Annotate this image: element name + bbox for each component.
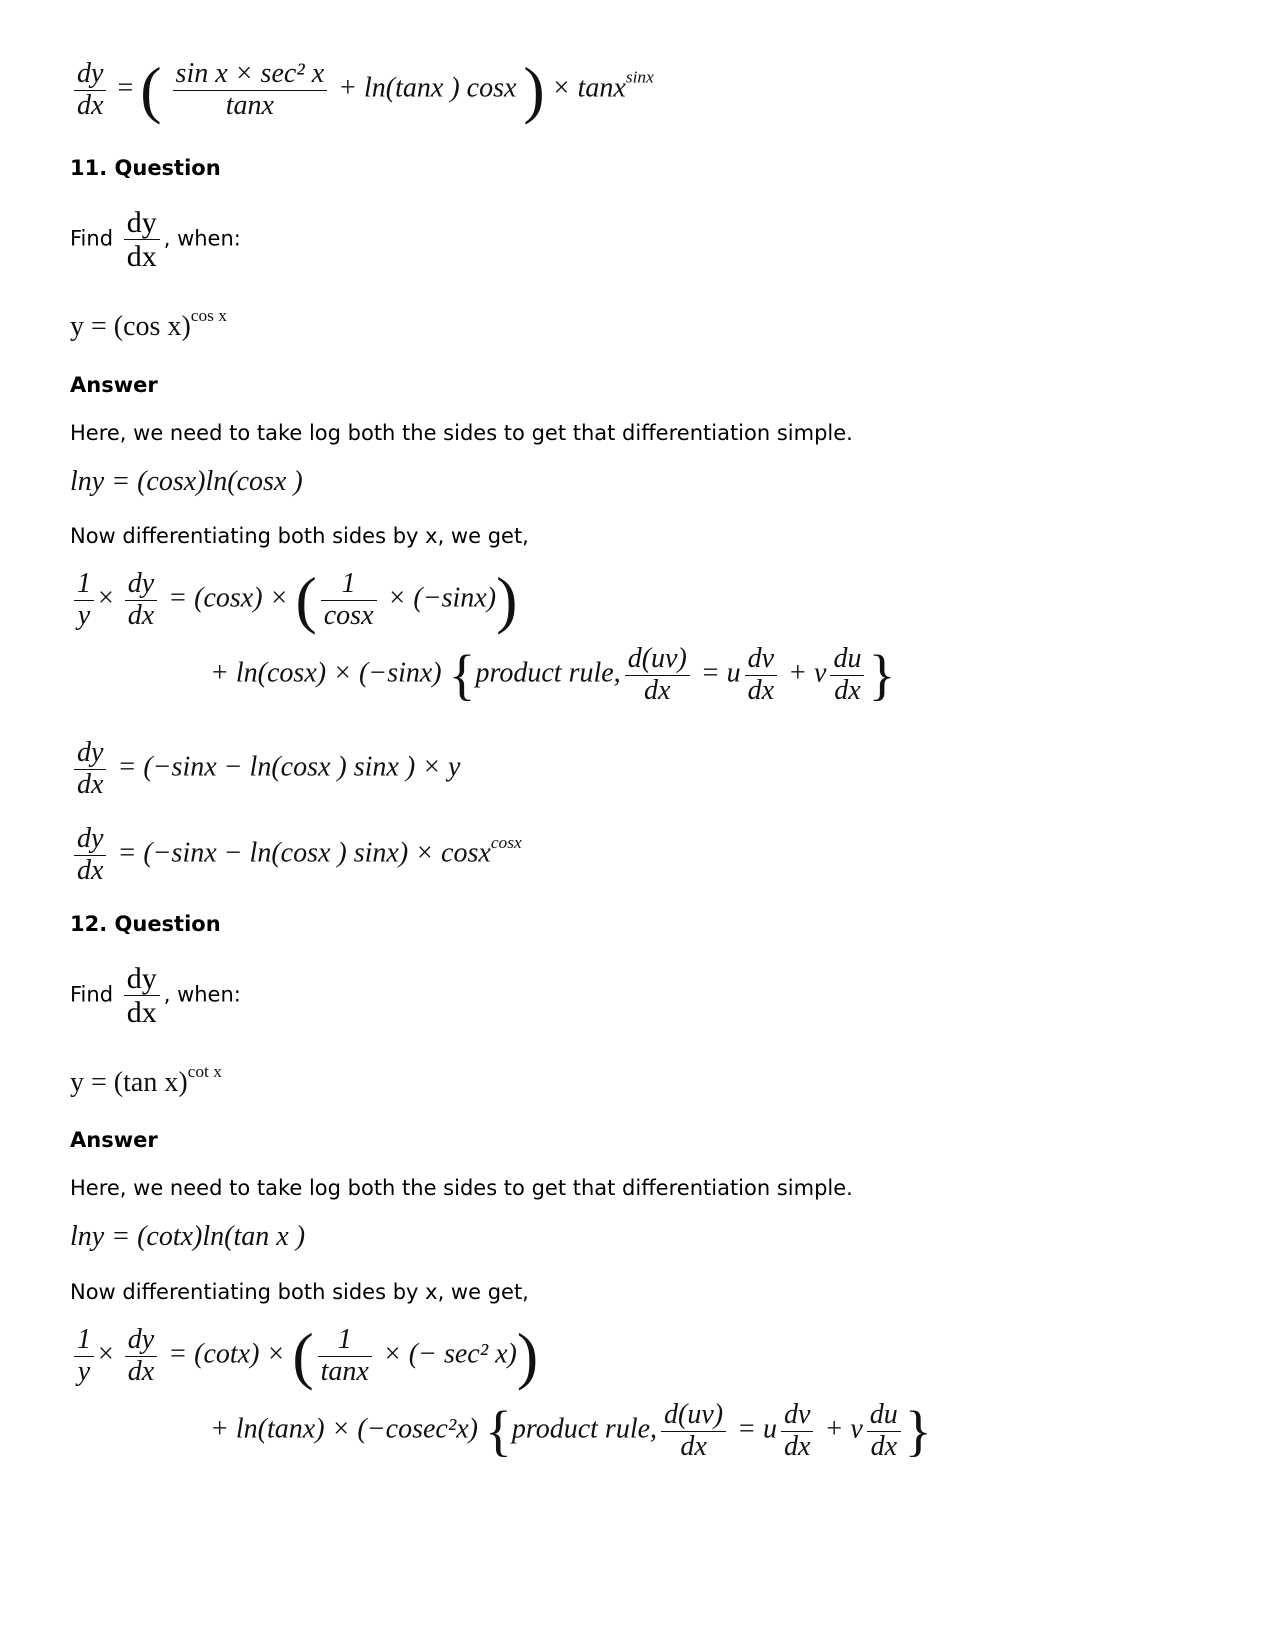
q11-d1-a-den: y xyxy=(77,599,91,631)
q11-d1-a-num: 1 xyxy=(74,569,94,601)
q12-heading: 12. Question xyxy=(70,912,221,936)
q11-result2 xyxy=(70,824,522,887)
q11-find-den: dx xyxy=(126,240,157,273)
q12-text1: Here, we need to take log both the sides to get that differentiation simple. xyxy=(70,1176,853,1200)
q12-rule-dv-den: dx xyxy=(784,1430,811,1462)
q12-given-base: y = (tan x) xyxy=(70,1066,188,1098)
q11-text2: Now differentiating both sides by x, we get, xyxy=(70,524,529,548)
q11-heading: 11. Question xyxy=(70,156,221,180)
q11-rule-num: d(uv) xyxy=(625,644,690,676)
q11-find-num: dy xyxy=(124,206,160,240)
q11-diff-line1: $\frac{1}{y}$ × $\frac{dy}{dx}$ = (cosx) × ( $\frac{1}{\cos x}$ × (−sinx)) xyxy=(70,568,517,632)
q12-given-exp: cot x xyxy=(187,1062,222,1081)
q12-diff-line2: + ln(tanx) × (−cosec²x) {product rule, $\frac{d(uv)}{dx}$ = u $\frac{dv}{dx}$ + v $\frac{du}{dx}$ } xyxy=(210,1399,932,1463)
q12-find-line xyxy=(70,962,241,1029)
q12-rule-du-num: du xyxy=(867,1400,901,1432)
q12-d1-mid: = (cotx) × xyxy=(168,1338,286,1370)
eq-lhs-num: dy xyxy=(74,59,106,91)
eq-times-term: × tanx xyxy=(551,72,626,104)
q12-d1-b-den: dx xyxy=(127,1355,155,1387)
q12-rule-dv-num: dv xyxy=(781,1400,813,1432)
q11-log-eq: lny = (cosx)ln(cosx ) xyxy=(70,466,303,497)
q11-d1-b-den: dx xyxy=(127,599,155,631)
q12-rule-num: d(uv) xyxy=(661,1400,726,1432)
q11-d1-mid: = (cosx) × xyxy=(168,582,289,614)
eq-lhs-den: dx xyxy=(77,89,104,121)
q12-d1-c-num: 1 xyxy=(318,1325,372,1357)
eq-exponent: sinx xyxy=(625,67,654,87)
q11-r2-exp: cosx xyxy=(490,832,522,852)
q12-rule-du-den: dx xyxy=(870,1430,897,1462)
q12-find-post: , when: xyxy=(163,982,241,1007)
q11-rule-plus: + v xyxy=(788,657,827,689)
q12-log-eq: lny = (cotx)ln(tan x ) xyxy=(70,1221,306,1252)
q12-given xyxy=(70,1062,222,1099)
q12-find-num: dy xyxy=(124,962,160,996)
q12-rule-eq: = u xyxy=(737,1413,778,1445)
q11-d1-times: × xyxy=(98,582,114,614)
q11-find-post: , when: xyxy=(163,226,241,251)
q12-d1-tail: × (− sec² x) xyxy=(382,1338,517,1370)
q11-rule-dv-den: dx xyxy=(747,674,775,706)
eq-plus-term: + ln(tanx ) cosx xyxy=(338,72,517,104)
q11-given xyxy=(70,306,227,343)
top-equation: $\frac{dy}{dx}$ = ( sin x × sec² x tanx + ln(tanx ) cosx ) × tanx$^{sinx}$ xyxy=(70,58,654,122)
q11-r1-rhs: = (−sinx − ln(cosx ) sinx ) × y xyxy=(117,751,461,783)
q12-d1-b-num: dy xyxy=(125,1325,157,1357)
q11-text1: Here, we need to take log both the sides to get that differentiation simple. xyxy=(70,421,853,445)
q11-d2-lead: + ln(cosx) × (−sinx) xyxy=(210,657,442,689)
q12-diff-line1: $\frac{1}{y}$ × $\frac{dy}{dx}$ = (cotx) × ( $\frac{1}{\tan x}$ × (− sec² x)) xyxy=(70,1324,538,1388)
q11-r2-num: dy xyxy=(74,824,106,856)
q11-given-exp: cos x xyxy=(190,306,227,325)
q11-answer-label: Answer xyxy=(70,373,158,397)
q12-answer-label: Answer xyxy=(70,1128,158,1152)
q11-result1 xyxy=(70,738,460,801)
q12-rule-den: dx xyxy=(680,1430,707,1462)
eq-frac-num: sin x × sec² x xyxy=(173,59,328,91)
eq-frac-den: tanx xyxy=(225,89,274,121)
q11-rule-du-den: dx xyxy=(834,674,861,706)
q12-d2-lead: + ln(tanx) × (−cosec²x) xyxy=(210,1413,478,1445)
q12-find-den: dx xyxy=(126,996,157,1029)
q12-d1-a-num: 1 xyxy=(74,1325,94,1357)
q11-find-line xyxy=(70,206,241,273)
q11-rule-du-num: du xyxy=(830,644,864,676)
eq-sign: = xyxy=(117,72,134,104)
q12-text2: Now differentiating both sides by x, we get, xyxy=(70,1280,529,1304)
q11-diff-line2: + ln(cosx) × (−sinx) {product rule, $\frac{d(uv)}{dx}$ = u $\frac{dv}{dx}$ + v $\frac{du}{dx}$ } xyxy=(210,643,896,707)
q12-rule-plus: + v xyxy=(824,1413,863,1445)
q11-r2-den: dx xyxy=(77,854,104,886)
q11-r2-rhs: = (−sinx − ln(cosx ) sinx) × cosx xyxy=(117,837,491,869)
q12-d1-a-den: y xyxy=(77,1355,91,1387)
q11-rule-eq: = u xyxy=(700,657,741,689)
q11-rule-text: product rule, xyxy=(475,657,621,689)
q11-d1-c-den: cosx xyxy=(323,599,374,631)
q11-given-base: y = (cos x) xyxy=(70,310,191,342)
q12-find-pre: Find xyxy=(70,982,114,1007)
q12-d1-c-den: tanx xyxy=(320,1355,369,1387)
q11-rule-den: dx xyxy=(644,674,671,706)
q12-d1-times: × xyxy=(98,1338,114,1370)
q11-d1-tail: × (−sinx) xyxy=(387,582,497,614)
q11-find-pre: Find xyxy=(70,226,114,251)
q11-rule-dv-num: dv xyxy=(745,644,777,676)
q11-d1-c-num: 1 xyxy=(321,569,377,601)
q11-r1-num: dy xyxy=(74,738,106,770)
q11-d1-b-num: dy xyxy=(125,569,157,601)
q11-r1-den: dx xyxy=(77,768,104,800)
q12-rule-text: product rule, xyxy=(511,1413,658,1445)
